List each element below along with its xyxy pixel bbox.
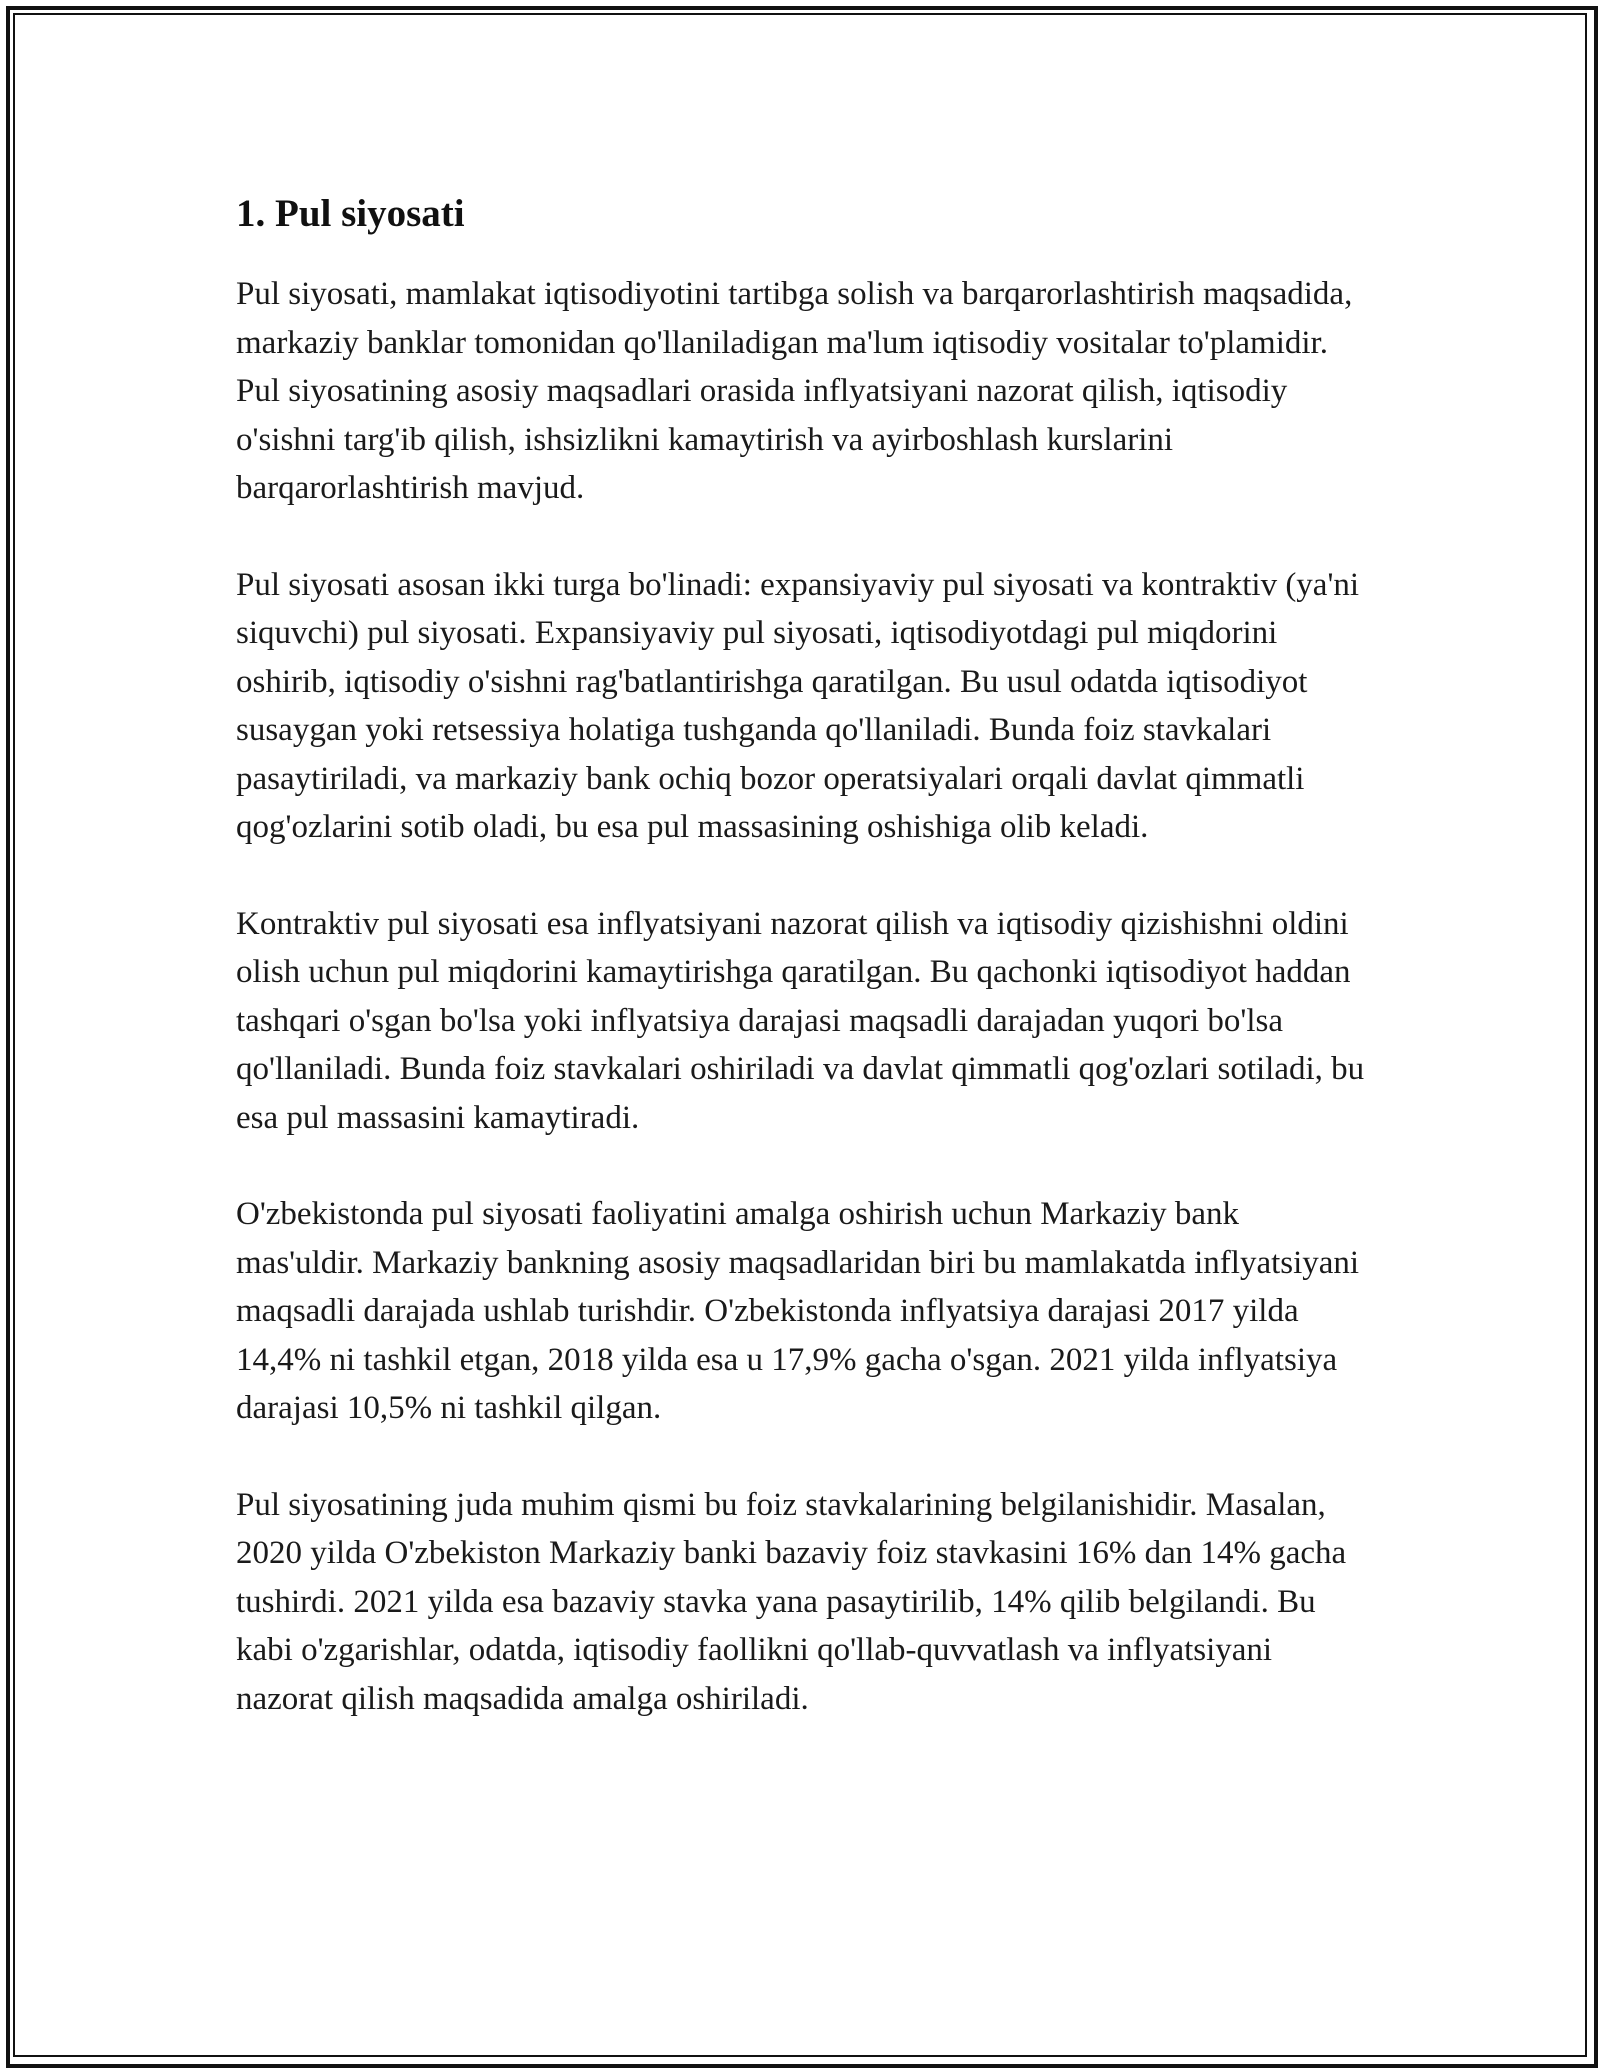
section-heading: 1. Pul siyosati [236, 192, 465, 235]
paragraph-intro: Pul siyosati, mamlakat iqtisodiyotini tartibga solish va barqarorlashtirish maqsadida, markaziy banklar tomonidan qo'llaniladigan ma'lum iqtisodiy vositalar to'plamidir. Pul siyosatining asosiy maqsadlari orasida inflyatsiyani nazorat qilish, iqtisodiy o'sishni targ'ib qilish, ishsizlikni kamaytirish va ayirboshlash kurslarini barqarorlashtirish mavjud. [236, 276, 1353, 506]
paragraph-contractive: Kontraktiv pul siyosati esa inflyatsiyani nazorat qilish va iqtisodiy qizishishni oldini olish uchun pul miqdorini kamaytirishga qaratilgan. Bu qachonki iqtisodiyot haddan tashqari o'sgan bo'lsa yoki inflyatsiya darajasi maqsadli darajadan yuqori bo'lsa qo'llaniladi. Bunda foiz stavkalari oshiriladi va davlat qimmatli qog'ozlari sotiladi, bu esa pul massasini kamaytiradi. [236, 905, 1365, 1136]
paragraph-uzbekistan: O'zbekistonda pul siyosati faoliyatini amalga oshirish uchun Markaziy bank mas'uldir. Markaziy bankning asosiy maqsadlaridan biri bu mamlakatda inflyatsiyani maqsadli darajada ushlab turishdir. O'zbekistonda inflyatsiya darajasi 2017 yilda 14,4% ni tashkil etgan, 2018 yilda esa u 17,9% gacha o'sgan. 2021 yilda inflyatsiya darajasi 10,5% ni tashkil qilgan. [236, 1196, 1360, 1426]
document-body [236, 188, 1366, 1771]
paragraph-types: Pul siyosati asosan ikki turga bo'linadi: expansiyaviy pul siyosati va kontraktiv (ya'ni siquvchi) pul siyosati. Expansiyaviy pul siyosati, iqtisodiyotdagi pul miqdorini oshirib, iqtisodiy o'sishni rag'batlantirishga qaratilgan. Bu usul odatda iqtisodiyot susaygan yoki retsessiya holatiga tushganda qo'llaniladi. Bunda foiz stavkalari pasaytiriladi, va markaziy bank ochiq bozor operatsiyalari orqali davlat qimmatli qog'ozlarini sotib oladi, bu esa pul massasining oshishiga olib keladi. [236, 566, 1360, 845]
paragraph-interest-rates: Pul siyosatining juda muhim qismi bu foiz stavkalarining belgilanishidir. Masalan, 2020 yilda O'zbekiston Markaziy banki bazaviy foiz stavkasini 16% dan 14% gacha tushirdi. 2021 yilda esa bazaviy stavka yana pasaytirilib, 14% qilib belgilandi. Bu kabi o'zgarishlar, odatda, iqtisodiy faollikni qo'llab-quvvatlash va inflyatsiyani nazorat qilish maqsadida amalga oshiriladi. [236, 1486, 1347, 1717]
